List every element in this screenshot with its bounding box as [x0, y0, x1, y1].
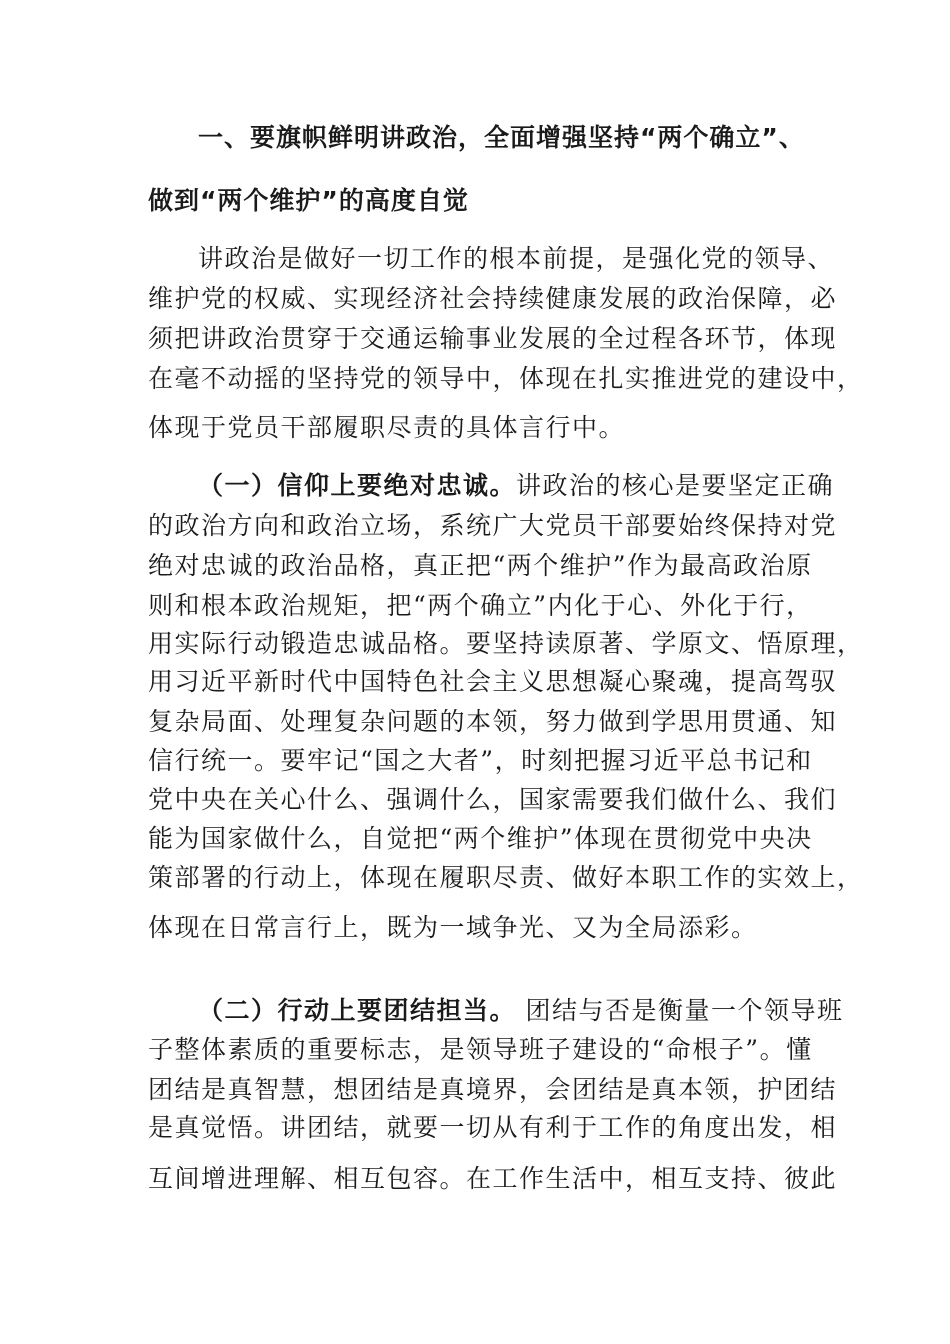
- subsection-1-first-line-text: 讲政治的核心是要坚定正确: [516, 471, 835, 500]
- intro-line-4: 在毫不动摇的坚持党的领导中，体现在扎实推进党的建设中，: [148, 364, 864, 393]
- section-heading-line-1: 一、要旗帜鲜明讲政治，全面增强坚持“两个确立”、: [198, 123, 805, 152]
- intro-line-2: 维护党的权威、实现经济社会持续健康发展的政治保障，必: [148, 284, 838, 313]
- subsection-1-line-12: 体现在日常言行上，既为一域争光、又为全局添彩。: [148, 913, 758, 942]
- subsection-1-title: （一）信仰上要绝对忠诚。: [198, 471, 517, 500]
- subsection-1-line-6: 用习近平新时代中国特色社会主义思想凝心聚魂，提高驾驭: [148, 667, 838, 696]
- subsection-2-first-line-text: 团结与否是衡量一个领导班: [516, 996, 844, 1025]
- subsection-1-line-5: 用实际行动锻造忠诚品格。要坚持读原著、学原文、悟原理，: [148, 629, 864, 658]
- subsection-1-line-9: 党中央在关心什么、强调什么，国家需要我们做什么、我们: [148, 785, 838, 814]
- intro-line-3: 须把讲政治贯穿于交通运输事业发展的全过程各环节，体现: [148, 324, 838, 353]
- subsection-2-first-line: [198, 995, 844, 1027]
- subsection-2-line-2: 子整体素质的重要标志，是领导班子建设的“命根子”。懂: [148, 1035, 813, 1064]
- intro-line-1: 讲政治是做好一切工作的根本前提，是强化党的领导、: [198, 244, 835, 273]
- subsection-2-line-4: 是真觉悟。讲团结，就要一切从有利于工作的角度出发，相: [148, 1113, 838, 1142]
- intro-line-5: 体现于党员干部履职尽责的具体言行中。: [148, 413, 626, 442]
- subsection-2-line-5: 互间增进理解、相互包容。在工作生活中，相互支持、彼此: [148, 1164, 838, 1193]
- subsection-1-line-7: 复杂局面、处理复杂问题的本领，努力做到学思用贯通、知: [148, 707, 838, 736]
- subsection-1-line-3: 绝对忠诚的政治品格，真正把“两个维护”作为最高政治原: [148, 551, 813, 580]
- subsection-2-line-3: 团结是真智慧，想团结是真境界，会团结是真本领，护团结: [148, 1075, 838, 1104]
- subsection-1-line-2: 的政治方向和政治立场，系统广大党员干部要始终保持对党: [148, 511, 838, 540]
- section-heading-line-2: 做到“两个维护”的高度自觉: [148, 186, 469, 215]
- subsection-1-line-8: 信行统一。要牢记“国之大者”，时刻把握习近平总书记和: [148, 746, 813, 775]
- subsection-1-line-11: 策部署的行动上，体现在履职尽责、做好本职工作的实效上，: [148, 863, 864, 892]
- subsection-1-line-10: 能为国家做什么，自觉把“两个维护”体现在贯彻党中央决: [148, 824, 813, 853]
- subsection-1-line-4: 则和根本政治规矩，把“两个确立”内化于心、外化于行，: [148, 591, 813, 620]
- subsection-1-first-line: [198, 470, 835, 502]
- subsection-2-title: （二）行动上要团结担当。: [198, 996, 517, 1025]
